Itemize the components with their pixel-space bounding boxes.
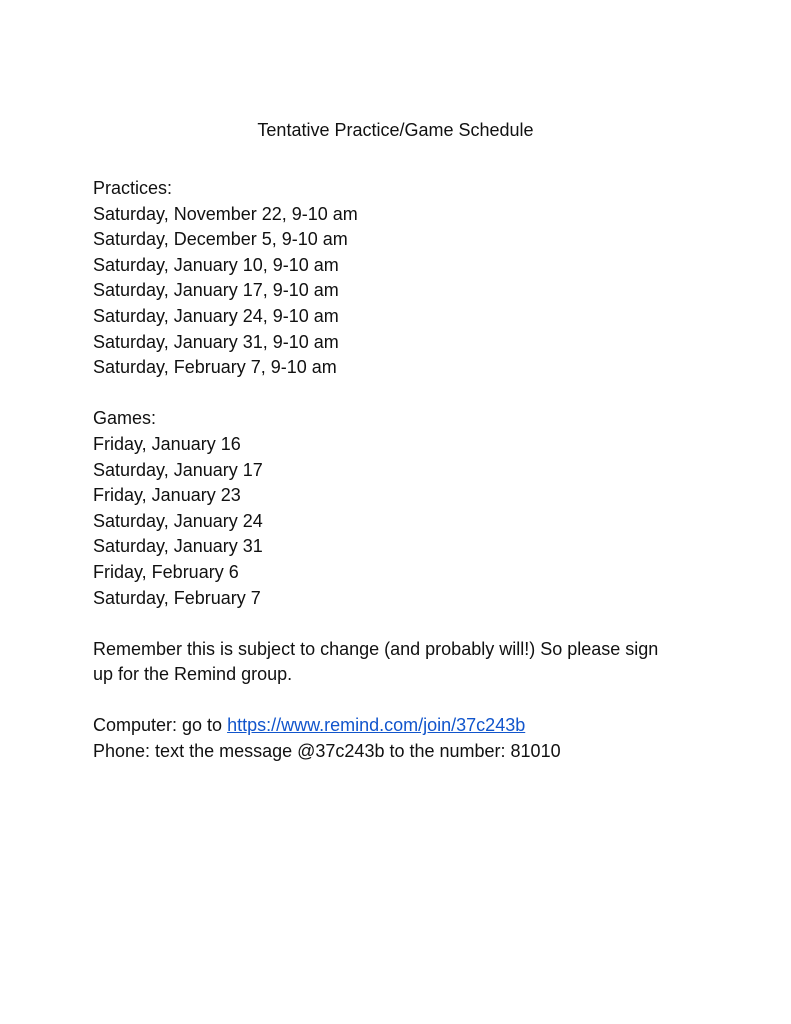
practice-item: Saturday, December 5, 9-10 am <box>93 229 348 250</box>
computer-prefix: Computer: go to <box>93 715 228 736</box>
game-item: Friday, January 16 <box>93 433 241 454</box>
practice-item: Saturday, November 22, 9-10 am <box>93 203 358 224</box>
practice-item: Saturday, January 10, 9-10 am <box>93 254 339 275</box>
spacer <box>93 611 713 637</box>
game-item: Saturday, January 31 <box>93 536 263 557</box>
page-title: Tentative Practice/Game Schedule <box>257 120 534 140</box>
remind-join-link[interactable]: https://www.remind.com/join/37c243b <box>227 715 526 736</box>
game-item: Saturday, January 17 <box>93 459 263 480</box>
games-heading: Games: <box>93 408 157 429</box>
practices-heading: Practices: <box>93 178 173 198</box>
computer-instructions <box>93 713 713 739</box>
game-item: Friday, January 23 <box>93 485 241 506</box>
practice-item: Saturday, February 7, 9-10 am <box>93 357 337 378</box>
game-item: Saturday, January 24 <box>93 510 263 531</box>
change-notice: Remember this is subject to change (and probably will!) So please sign up for the Remind group. <box>93 638 659 685</box>
spacer <box>93 688 713 714</box>
spacer <box>93 381 713 407</box>
game-item: Saturday, February 7 <box>93 587 261 608</box>
practice-item: Saturday, January 24, 9-10 am <box>93 305 339 326</box>
game-item: Friday, February 6 <box>93 561 239 582</box>
phone-instructions: Phone: text the message @37c243b to the number: 81010 <box>93 741 561 762</box>
practice-item: Saturday, January 31, 9-10 am <box>93 331 339 352</box>
practice-item: Saturday, January 17, 9-10 am <box>93 280 339 301</box>
schedule-content <box>93 176 713 765</box>
